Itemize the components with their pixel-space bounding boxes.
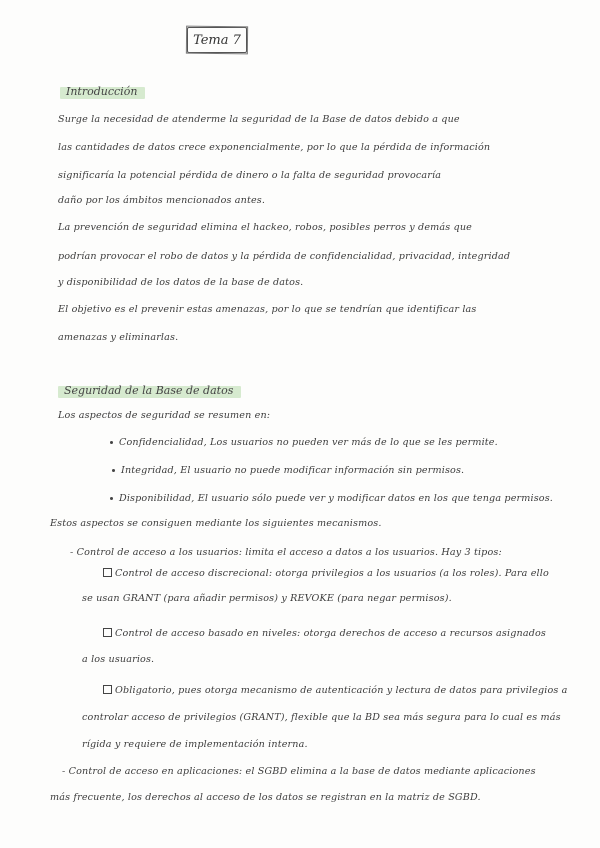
mandatory-text: Control de acceso basado en niveles: otorga derechos de acceso a recursos asignados (115, 628, 546, 639)
bullet-item (112, 465, 464, 476)
access-users-line: - Control de acceso a los usuarios: limita el acceso a datos a los usuarios. Hay 3 tipos: (70, 547, 502, 558)
roles-item (103, 685, 568, 696)
bullet-item (110, 493, 553, 504)
mandatory-item (103, 628, 546, 639)
intro-line: las cantidades de datos crece exponencialmente, por lo que la pérdida de información (58, 142, 491, 153)
intro-line: El objetivo es el prevenir estas amenazas, por lo que se tendrían que identificar las (58, 304, 477, 315)
intro-line: y disponibilidad de los datos de la base de datos. (58, 277, 304, 288)
discretionary-line: se usan GRANT (para añadir permisos) y REVOKE (para negar permisos). (82, 593, 452, 604)
apps-control-line: más frecuente, los derechos al acceso de los datos se registran en la matriz de SGBD. (50, 792, 481, 803)
intro-line: daño por los ámbitos mencionados antes. (58, 195, 266, 206)
apps-control-line: - Control de acceso en aplicaciones: el SGBD elimina a la base de datos mediante aplicaciones (62, 766, 536, 777)
bullet-dot (110, 441, 113, 444)
discretionary-item (103, 568, 549, 579)
bullet-text: Integridad, El usuario no puede modificar información sin permisos. (121, 465, 465, 476)
intro-line: amenazas y eliminarlas. (58, 332, 179, 343)
intro-line: podrían provocar el robo de datos y la pérdida de confidencialidad, privacidad, integridad (58, 251, 511, 262)
discretionary-text: Control de acceso discrecional: otorga privilegios a los usuarios (a los roles). Para ello (115, 568, 549, 579)
bullet-text: Confidencialidad, Los usuarios no pueden ver más de lo que se les permite. (119, 437, 498, 448)
page-title: Tema 7 (187, 27, 247, 53)
mechanisms-line: Estos aspectos se consiguen mediante los siguientes mecanismos. (50, 518, 382, 529)
checkbox-icon (103, 685, 112, 694)
roles-line: rígida y requiere de implementación interna. (82, 739, 308, 750)
security-heading-text: Seguridad de la Base de datos (64, 384, 234, 397)
mandatory-line: a los usuarios. (82, 654, 155, 665)
bullet-dot (112, 469, 115, 472)
intro-line: significaría la potencial pérdida de dinero o la falta de seguridad provocaría (58, 170, 442, 181)
security-intro-line: Los aspectos de seguridad se resumen en: (58, 410, 271, 421)
security-heading (58, 383, 241, 398)
intro-line: La prevención de seguridad elimina el hackeo, robos, posibles perros y demás que (58, 222, 473, 233)
intro-line: Surge la necesidad de atenderme la seguridad de la Base de datos debido a que (58, 114, 460, 125)
bullet-dot (110, 497, 113, 500)
roles-text: Obligatorio, pues otorga mecanismo de autenticación y lectura de datos para privilegios a (115, 685, 568, 696)
bullet-text: Disponibilidad, El usuario sólo puede ver y modificar datos en los que tenga permisos. (119, 493, 553, 504)
checkbox-icon (103, 628, 112, 637)
checkbox-icon (103, 568, 112, 577)
roles-line: controlar acceso de privilegios (GRANT), flexible que la BD sea más segura para lo cual es más (82, 712, 561, 723)
intro-heading-text: Introducción (66, 85, 138, 98)
intro-heading (60, 84, 145, 99)
bullet-item (110, 437, 498, 448)
